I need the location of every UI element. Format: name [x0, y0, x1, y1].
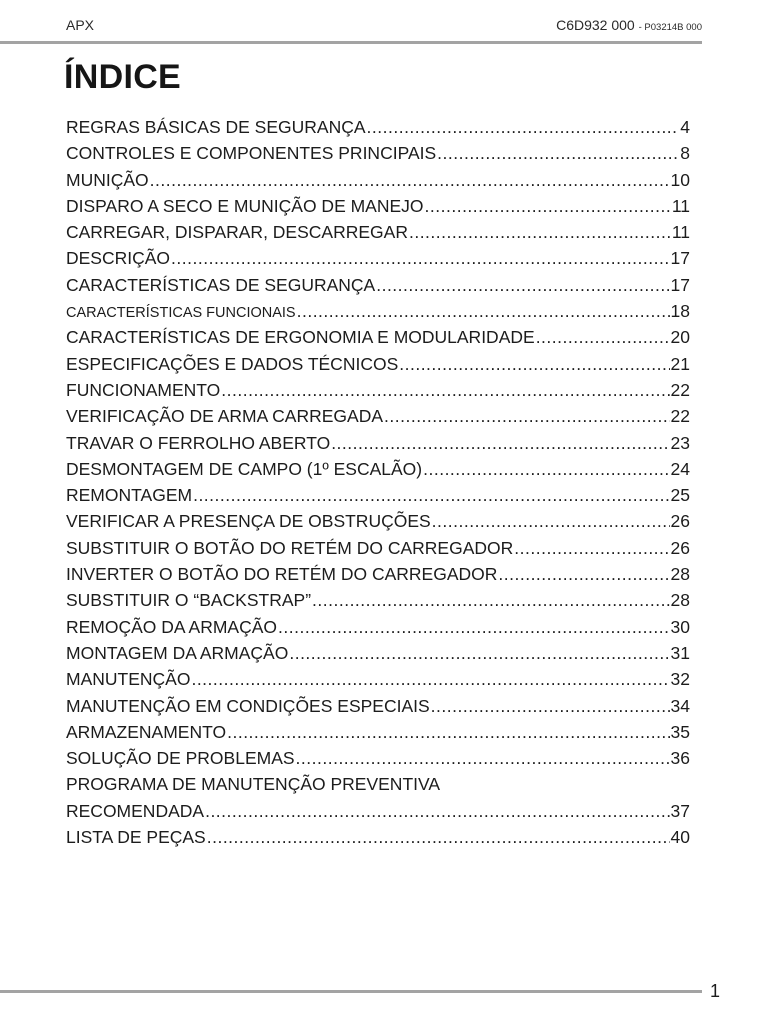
- toc-entry-page: 36: [670, 748, 690, 769]
- toc-entry-label: MONTAGEM DA ARMAÇÃO: [66, 642, 289, 663]
- toc-entry-label: DESCRIÇÃO: [66, 248, 171, 269]
- toc-dot-leader: [437, 140, 679, 166]
- toc-entry-heading-line[interactable]: [66, 771, 690, 797]
- footer-divider: [0, 990, 702, 993]
- toc-dot-leader: [384, 403, 670, 429]
- table-of-contents: [66, 114, 690, 850]
- toc-entry[interactable]: [66, 561, 690, 587]
- toc-entry-page: 26: [670, 537, 690, 558]
- toc-entry-page: 11: [671, 195, 690, 216]
- toc-dot-leader: [367, 114, 680, 140]
- toc-entry[interactable]: [66, 298, 690, 324]
- toc-entry-label: PROGRAMA DE MANUTENÇÃO PREVENTIVA: [66, 774, 441, 795]
- toc-dot-leader: [432, 508, 670, 534]
- toc-entry-page: 8: [680, 143, 690, 164]
- toc-entry-page: 35: [670, 721, 690, 742]
- toc-entry-label: SUBSTITUIR O BOTÃO DO RETÉM DO CARREGADOR: [66, 537, 514, 558]
- toc-dot-leader: [409, 219, 671, 245]
- toc-entry[interactable]: [66, 640, 690, 666]
- toc-entry[interactable]: [66, 535, 690, 561]
- toc-entry-label: DESMONTAGEM DE CAMPO (1º ESCALÃO): [66, 458, 423, 479]
- header-document-code: [556, 17, 702, 33]
- toc-dot-leader: [221, 377, 669, 403]
- toc-entry[interactable]: [66, 482, 690, 508]
- toc-entry-label: RECOMENDADA: [66, 800, 205, 821]
- toc-entry-label: MANUTENÇÃO: [66, 669, 191, 690]
- toc-entry-label: REMONTAGEM: [66, 485, 193, 506]
- header-code-main: C6D932 000: [556, 17, 635, 33]
- toc-entry-page: 24: [670, 458, 690, 479]
- toc-entry-label: CONTROLES E COMPONENTES PRINCIPAIS: [66, 143, 437, 164]
- toc-entry-label: REMOÇÃO DA ARMAÇÃO: [66, 616, 278, 637]
- toc-entry-page: 40: [670, 827, 690, 848]
- toc-entry-label: LISTA DE PEÇAS: [66, 827, 206, 848]
- toc-dot-leader: [331, 430, 669, 456]
- toc-entry-page: 30: [670, 616, 690, 637]
- toc-entry[interactable]: [66, 114, 690, 140]
- toc-entry[interactable]: [66, 351, 690, 377]
- toc-entry-label: CARACTERÍSTICAS FUNCIONAIS: [66, 305, 296, 322]
- toc-entry-label: VERIFICAÇÃO DE ARMA CARREGADA: [66, 406, 384, 427]
- toc-entry-page: 23: [670, 432, 690, 453]
- toc-entry-page: 20: [670, 327, 690, 348]
- toc-entry[interactable]: [66, 745, 690, 771]
- toc-entry-page: 10: [670, 169, 690, 190]
- toc-entry[interactable]: [66, 666, 690, 692]
- toc-entry-page: 37: [670, 800, 690, 821]
- toc-dot-leader: [498, 561, 669, 587]
- toc-entry-page: 22: [670, 406, 690, 427]
- toc-entry[interactable]: [66, 456, 690, 482]
- toc-dot-leader: [150, 167, 670, 193]
- toc-entry-page: 22: [670, 379, 690, 400]
- toc-entry[interactable]: [66, 140, 690, 166]
- toc-entry-page: 11: [671, 222, 690, 243]
- toc-entry-label: MANUTENÇÃO EM CONDIÇÕES ESPECIAIS: [66, 695, 430, 716]
- toc-entry-page: 17: [670, 248, 690, 269]
- toc-entry-label: SOLUÇÃO DE PROBLEMAS: [66, 748, 295, 769]
- toc-entry-label: CARACTERÍSTICAS DE SEGURANÇA: [66, 274, 376, 295]
- page-number: 1: [710, 981, 721, 1001]
- toc-dot-leader: [536, 324, 670, 350]
- toc-entry[interactable]: [66, 693, 690, 719]
- toc-dot-leader: [425, 193, 671, 219]
- toc-entry[interactable]: [66, 824, 690, 850]
- toc-dot-leader: [514, 535, 669, 561]
- toc-entry[interactable]: [66, 219, 690, 245]
- toc-entry-label: DISPARO A SECO E MUNIÇÃO DE MANEJO: [66, 195, 424, 216]
- header-code-sub: - P03214B 000: [638, 22, 702, 33]
- toc-entry-page: 28: [670, 590, 690, 611]
- toc-dot-leader: [399, 351, 669, 377]
- toc-entry-label: VERIFICAR A PRESENÇA DE OBSTRUÇÕES: [66, 511, 431, 532]
- toc-entry[interactable]: [66, 324, 690, 350]
- toc-dot-leader: [431, 693, 670, 719]
- header-model: APX: [66, 17, 95, 33]
- toc-entry-page: 25: [670, 485, 690, 506]
- toc-dot-leader: [205, 798, 669, 824]
- toc-entry-page: 26: [670, 511, 690, 532]
- toc-entry-label: FUNCIONAMENTO: [66, 379, 221, 400]
- toc-dot-leader: [312, 587, 670, 613]
- toc-entry[interactable]: [66, 430, 690, 456]
- page-title: ÍNDICE: [64, 58, 182, 96]
- toc-dot-leader: [297, 298, 670, 324]
- toc-entry-label: INVERTER O BOTÃO DO RETÉM DO CARREGADOR: [66, 564, 498, 585]
- toc-entry-label: CARREGAR, DISPARAR, DESCARREGAR: [66, 222, 408, 243]
- header-divider: [0, 41, 702, 44]
- toc-entry[interactable]: [66, 798, 690, 824]
- toc-entry-page: 18: [670, 301, 690, 322]
- toc-entry[interactable]: [66, 245, 690, 271]
- toc-dot-leader: [191, 666, 669, 692]
- toc-dot-leader: [278, 614, 670, 640]
- toc-entry-label: MUNIÇÃO: [66, 169, 149, 190]
- toc-entry-page: 21: [670, 353, 690, 374]
- toc-entry-page: 31: [670, 642, 690, 663]
- toc-entry-page: 4: [680, 117, 690, 137]
- toc-entry-label: CARACTERÍSTICAS DE ERGONOMIA E MODULARIDADE: [66, 327, 535, 348]
- toc-dot-leader: [423, 456, 669, 482]
- toc-entry-label: ARMAZENAMENTO: [66, 721, 227, 742]
- toc-entry-page: 28: [670, 564, 690, 585]
- toc-entry[interactable]: [66, 614, 690, 640]
- toc-entry[interactable]: [66, 272, 690, 298]
- toc-entry[interactable]: [66, 167, 690, 193]
- toc-dot-leader: [376, 272, 669, 298]
- toc-dot-leader: [296, 745, 670, 771]
- toc-entry-label: ESPECIFICAÇÕES E DADOS TÉCNICOS: [66, 353, 399, 374]
- toc-dot-leader: [289, 640, 669, 666]
- toc-dot-leader: [207, 824, 670, 850]
- toc-dot-leader: [193, 482, 669, 508]
- toc-entry[interactable]: [66, 719, 690, 745]
- toc-entry-label: SUBSTITUIR O “BACKSTRAP”: [66, 590, 312, 611]
- toc-entry-label: TRAVAR O FERROLHO ABERTO: [66, 432, 331, 453]
- toc-entry-page: 34: [670, 695, 690, 716]
- toc-entry[interactable]: [66, 403, 690, 429]
- toc-entry-label: REGRAS BÁSICAS DE SEGURANÇA: [66, 117, 366, 137]
- toc-entry-page: 32: [670, 669, 690, 690]
- toc-dot-leader: [227, 719, 669, 745]
- toc-entry[interactable]: [66, 587, 690, 613]
- toc-entry[interactable]: [66, 508, 690, 534]
- toc-dot-leader: [171, 245, 669, 271]
- toc-entry-page: 17: [670, 274, 690, 295]
- toc-entry[interactable]: [66, 377, 690, 403]
- toc-entry[interactable]: [66, 193, 690, 219]
